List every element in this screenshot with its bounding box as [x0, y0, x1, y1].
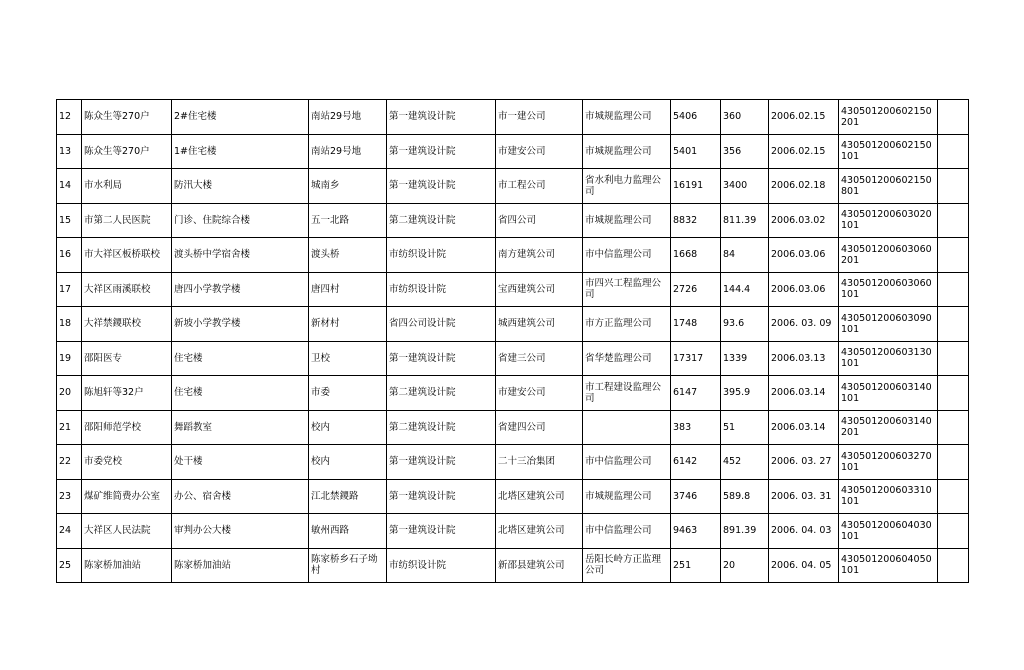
design-unit-cell: 第一建筑设计院	[387, 100, 496, 135]
construction-unit-cell: 市工程公司	[496, 169, 583, 204]
blank-cell	[938, 272, 969, 307]
blank-cell	[938, 341, 969, 376]
area-cell: 5406	[671, 100, 721, 135]
construction-unit-cell: 市建安公司	[496, 134, 583, 169]
area-cell: 3746	[671, 479, 721, 514]
area-cell: 17317	[671, 341, 721, 376]
area-cell: 383	[671, 410, 721, 445]
location-cell: 南站29号地	[309, 100, 387, 135]
design-unit-cell: 第一建筑设计院	[387, 134, 496, 169]
project-name-cell: 处干楼	[172, 445, 309, 480]
date-cell: 2006.02.15	[769, 100, 839, 135]
area-cell: 1748	[671, 307, 721, 342]
blank-cell	[938, 410, 969, 445]
cost-cell: 891.39	[721, 514, 769, 549]
permit-number-cell: 430501200602150201	[839, 100, 938, 135]
owner-cell: 市第二人民医院	[82, 203, 172, 238]
location-cell: 渡头桥	[309, 238, 387, 273]
date-cell: 2006. 03. 09	[769, 307, 839, 342]
construction-unit-cell: 省建四公司	[496, 410, 583, 445]
design-unit-cell: 第一建筑设计院	[387, 341, 496, 376]
date-cell: 2006. 04. 03	[769, 514, 839, 549]
table-row	[57, 272, 969, 307]
design-unit-cell: 第二建筑设计院	[387, 410, 496, 445]
row-number: 18	[57, 307, 82, 342]
design-unit-cell: 第二建筑设计院	[387, 376, 496, 411]
date-cell: 2006. 03. 31	[769, 479, 839, 514]
table-row	[57, 169, 969, 204]
cost-cell: 1339	[721, 341, 769, 376]
area-cell: 8832	[671, 203, 721, 238]
construction-unit-cell: 省建三公司	[496, 341, 583, 376]
location-cell: 城南乡	[309, 169, 387, 204]
owner-cell: 大祥区人民法院	[82, 514, 172, 549]
construction-unit-cell: 二十三冶集团	[496, 445, 583, 480]
supervision-unit-cell: 市城规监理公司	[583, 479, 671, 514]
cost-cell: 3400	[721, 169, 769, 204]
date-cell: 2006.03.14	[769, 376, 839, 411]
row-number: 23	[57, 479, 82, 514]
permit-number-cell: 430501200602150801	[839, 169, 938, 204]
blank-cell	[938, 238, 969, 273]
area-cell: 251	[671, 548, 721, 583]
date-cell: 2006.02.15	[769, 134, 839, 169]
cost-cell: 356	[721, 134, 769, 169]
design-unit-cell: 市纺织设计院	[387, 548, 496, 583]
design-unit-cell: 市纺织设计院	[387, 238, 496, 273]
blank-cell	[938, 100, 969, 135]
blank-cell	[938, 169, 969, 204]
project-name-cell: 住宅楼	[172, 376, 309, 411]
design-unit-cell: 第一建筑设计院	[387, 514, 496, 549]
row-number: 19	[57, 341, 82, 376]
owner-cell: 大祥区雨溪联校	[82, 272, 172, 307]
location-cell: 新材村	[309, 307, 387, 342]
blank-cell	[938, 445, 969, 480]
construction-unit-cell: 市建安公司	[496, 376, 583, 411]
supervision-unit-cell: 市工程建设监理公司	[583, 376, 671, 411]
project-name-cell: 唐四小学教学楼	[172, 272, 309, 307]
row-number: 15	[57, 203, 82, 238]
cost-cell: 20	[721, 548, 769, 583]
design-unit-cell: 市纺织设计院	[387, 272, 496, 307]
cost-cell: 51	[721, 410, 769, 445]
owner-cell: 煤矿维简费办公室	[82, 479, 172, 514]
table-row	[57, 134, 969, 169]
cost-cell: 93.6	[721, 307, 769, 342]
owner-cell: 市水利局	[82, 169, 172, 204]
row-number: 20	[57, 376, 82, 411]
permit-number-cell: 430501200603090101	[839, 307, 938, 342]
supervision-unit-cell: 省水利电力监理公司	[583, 169, 671, 204]
blank-cell	[938, 203, 969, 238]
location-cell: 南站29号地	[309, 134, 387, 169]
owner-cell: 陈旭轩等32户	[82, 376, 172, 411]
area-cell: 16191	[671, 169, 721, 204]
project-name-cell: 1#住宅楼	[172, 134, 309, 169]
location-cell: 五一北路	[309, 203, 387, 238]
permit-number-cell: 430501200604050101	[839, 548, 938, 583]
construction-unit-cell: 南方建筑公司	[496, 238, 583, 273]
owner-cell: 陈众生等270户	[82, 100, 172, 135]
row-number: 21	[57, 410, 82, 445]
construction-unit-cell: 城西建筑公司	[496, 307, 583, 342]
owner-cell: 陈众生等270户	[82, 134, 172, 169]
row-number: 24	[57, 514, 82, 549]
project-name-cell: 门诊、住院综合楼	[172, 203, 309, 238]
project-name-cell: 陈家桥加油站	[172, 548, 309, 583]
permit-number-cell: 430501200603060201	[839, 238, 938, 273]
supervision-unit-cell: 市城规监理公司	[583, 134, 671, 169]
permit-number-cell: 430501200603140201	[839, 410, 938, 445]
location-cell: 唐四村	[309, 272, 387, 307]
permit-number-cell: 430501200603270101	[839, 445, 938, 480]
construction-unit-cell: 市一建公司	[496, 100, 583, 135]
table-row	[57, 410, 969, 445]
table-row	[57, 100, 969, 135]
supervision-unit-cell: 市城规监理公司	[583, 203, 671, 238]
owner-cell: 邵阳师范学校	[82, 410, 172, 445]
construction-unit-cell: 北塔区建筑公司	[496, 514, 583, 549]
project-name-cell: 防汛大楼	[172, 169, 309, 204]
permit-number-cell: 430501200602150101	[839, 134, 938, 169]
supervision-unit-cell: 市方正监理公司	[583, 307, 671, 342]
date-cell: 2006.03.13	[769, 341, 839, 376]
location-cell: 市委	[309, 376, 387, 411]
table-row	[57, 376, 969, 411]
blank-cell	[938, 548, 969, 583]
area-cell: 6147	[671, 376, 721, 411]
cost-cell: 144.4	[721, 272, 769, 307]
location-cell: 校内	[309, 445, 387, 480]
table-row	[57, 238, 969, 273]
area-cell: 6142	[671, 445, 721, 480]
design-unit-cell: 第一建筑设计院	[387, 445, 496, 480]
permit-number-cell: 430501200603060101	[839, 272, 938, 307]
project-name-cell: 住宅楼	[172, 341, 309, 376]
project-name-cell: 2#住宅楼	[172, 100, 309, 135]
construction-unit-cell: 新邵县建筑公司	[496, 548, 583, 583]
project-name-cell: 舞蹈教室	[172, 410, 309, 445]
blank-cell	[938, 376, 969, 411]
date-cell: 2006. 04. 05	[769, 548, 839, 583]
row-number: 25	[57, 548, 82, 583]
construction-unit-cell: 宝西建筑公司	[496, 272, 583, 307]
construction-unit-cell: 北塔区建筑公司	[496, 479, 583, 514]
table-row	[57, 514, 969, 549]
design-unit-cell: 第一建筑设计院	[387, 479, 496, 514]
row-number: 13	[57, 134, 82, 169]
project-name-cell: 渡头桥中学宿舍楼	[172, 238, 309, 273]
area-cell: 2726	[671, 272, 721, 307]
supervision-unit-cell: 市中信监理公司	[583, 514, 671, 549]
blank-cell	[938, 134, 969, 169]
design-unit-cell: 第一建筑设计院	[387, 169, 496, 204]
supervision-unit-cell: 市四兴工程监理公司	[583, 272, 671, 307]
permit-number-cell: 430501200604030101	[839, 514, 938, 549]
row-number: 12	[57, 100, 82, 135]
design-unit-cell: 第二建筑设计院	[387, 203, 496, 238]
supervision-unit-cell: 岳阳长岭方正监理公司	[583, 548, 671, 583]
cost-cell: 589.8	[721, 479, 769, 514]
supervision-unit-cell: 市中信监理公司	[583, 238, 671, 273]
location-cell: 江北禁鑁路	[309, 479, 387, 514]
row-number: 16	[57, 238, 82, 273]
supervision-unit-cell: 省华楚监理公司	[583, 341, 671, 376]
permit-number-cell: 430501200603130101	[839, 341, 938, 376]
cost-cell: 811.39	[721, 203, 769, 238]
owner-cell: 市委党校	[82, 445, 172, 480]
date-cell: 2006. 03. 27	[769, 445, 839, 480]
table-row	[57, 341, 969, 376]
blank-cell	[938, 514, 969, 549]
location-cell: 陈家桥乡石子坳村	[309, 548, 387, 583]
supervision-unit-cell	[583, 410, 671, 445]
project-table	[56, 99, 969, 583]
owner-cell: 邵阳医专	[82, 341, 172, 376]
location-cell: 校内	[309, 410, 387, 445]
design-unit-cell: 省四公司设计院	[387, 307, 496, 342]
location-cell: 卫校	[309, 341, 387, 376]
cost-cell: 452	[721, 445, 769, 480]
date-cell: 2006.03.06	[769, 238, 839, 273]
supervision-unit-cell: 市城规监理公司	[583, 100, 671, 135]
table-row	[57, 307, 969, 342]
project-name-cell: 审判办公大楼	[172, 514, 309, 549]
date-cell: 2006.03.06	[769, 272, 839, 307]
owner-cell: 市大祥区板桥联校	[82, 238, 172, 273]
table-row	[57, 479, 969, 514]
table-row	[57, 548, 969, 583]
permit-number-cell: 430501200603140101	[839, 376, 938, 411]
table-row	[57, 445, 969, 480]
location-cell: 敏州西路	[309, 514, 387, 549]
construction-unit-cell: 省四公司	[496, 203, 583, 238]
cost-cell: 360	[721, 100, 769, 135]
blank-cell	[938, 307, 969, 342]
owner-cell: 陈家桥加油站	[82, 548, 172, 583]
row-number: 14	[57, 169, 82, 204]
row-number: 22	[57, 445, 82, 480]
blank-cell	[938, 479, 969, 514]
owner-cell: 大祥禁鑁联校	[82, 307, 172, 342]
permit-number-cell: 430501200603310101	[839, 479, 938, 514]
cost-cell: 395.9	[721, 376, 769, 411]
date-cell: 2006.03.02	[769, 203, 839, 238]
area-cell: 1668	[671, 238, 721, 273]
project-name-cell: 办公、宿舍楼	[172, 479, 309, 514]
table-body	[57, 100, 969, 583]
project-name-cell: 新坡小学教学楼	[172, 307, 309, 342]
date-cell: 2006.02.18	[769, 169, 839, 204]
table-row	[57, 203, 969, 238]
permit-number-cell: 430501200603020101	[839, 203, 938, 238]
supervision-unit-cell: 市中信监理公司	[583, 445, 671, 480]
cost-cell: 84	[721, 238, 769, 273]
area-cell: 5401	[671, 134, 721, 169]
date-cell: 2006.03.14	[769, 410, 839, 445]
row-number: 17	[57, 272, 82, 307]
area-cell: 9463	[671, 514, 721, 549]
